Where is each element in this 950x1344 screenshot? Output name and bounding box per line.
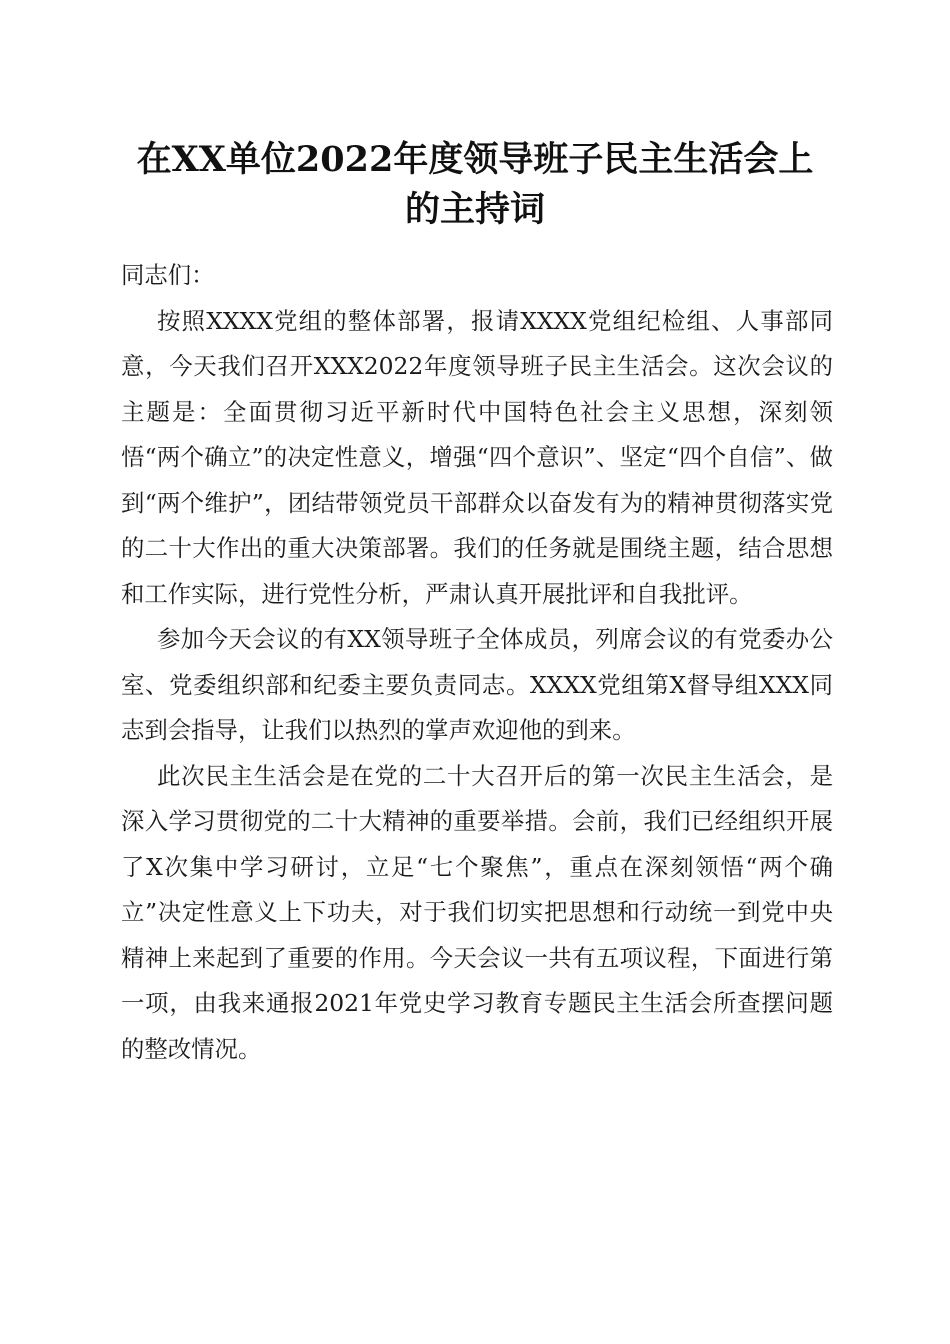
paragraph-3: 此次民主生活会是在党的二十大召开后的第一次民主生活会，是深入学习贯彻党的二十大精神的重要举措。会前，我们已经组织开展了X次集中学习研讨，立足“七个聚焦”，重点在深刻领悟“两个确立”决定性意义上下功夫，对于我们切实把思想和行动统一到党中央精神上来起到了重要的作用。今天会议一共有五项议程，下面进行第一项，由我来通报2021年党史学习教育专题民主生活会所查摆问题的整改情况。 bbox=[121, 761, 833, 1063]
title-line-1: 在XX单位2022年度领导班子民主生活会上 bbox=[136, 139, 814, 180]
salutation: 同志们： bbox=[121, 261, 215, 289]
document-body bbox=[121, 253, 833, 1072]
title-line-2: 的主持词 bbox=[404, 189, 545, 230]
paragraph-2: 参加今天会议的有XX领导班子全体成员，列席会议的有党委办公室、党委组织部和纪委主要负责同志。XXXX党组第X督导组XXX同志到会指导，让我们以热烈的掌声欢迎他的到来。 bbox=[121, 625, 833, 744]
document-title bbox=[110, 135, 840, 235]
paragraph-1: 按照XXXX党组的整体部署，报请XXXX党组纪检组、人事部同意，今天我们召开XXX2022年度领导班子民主生活会。这次会议的主题是：全面贯彻习近平新时代中国特色社会主义思想，深刻领悟“两个确立”的决定性意义，增强“四个意识”、坚定“四个自信”、做到“两个维护”，团结带领党员干部群众以奋发有为的精神贯彻落实党的二十大作出的重大决策部署。我们的任务就是围绕主题，结合思想和工作实际，进行党性分析，严肃认真开展批评和自我批评。 bbox=[121, 306, 833, 608]
